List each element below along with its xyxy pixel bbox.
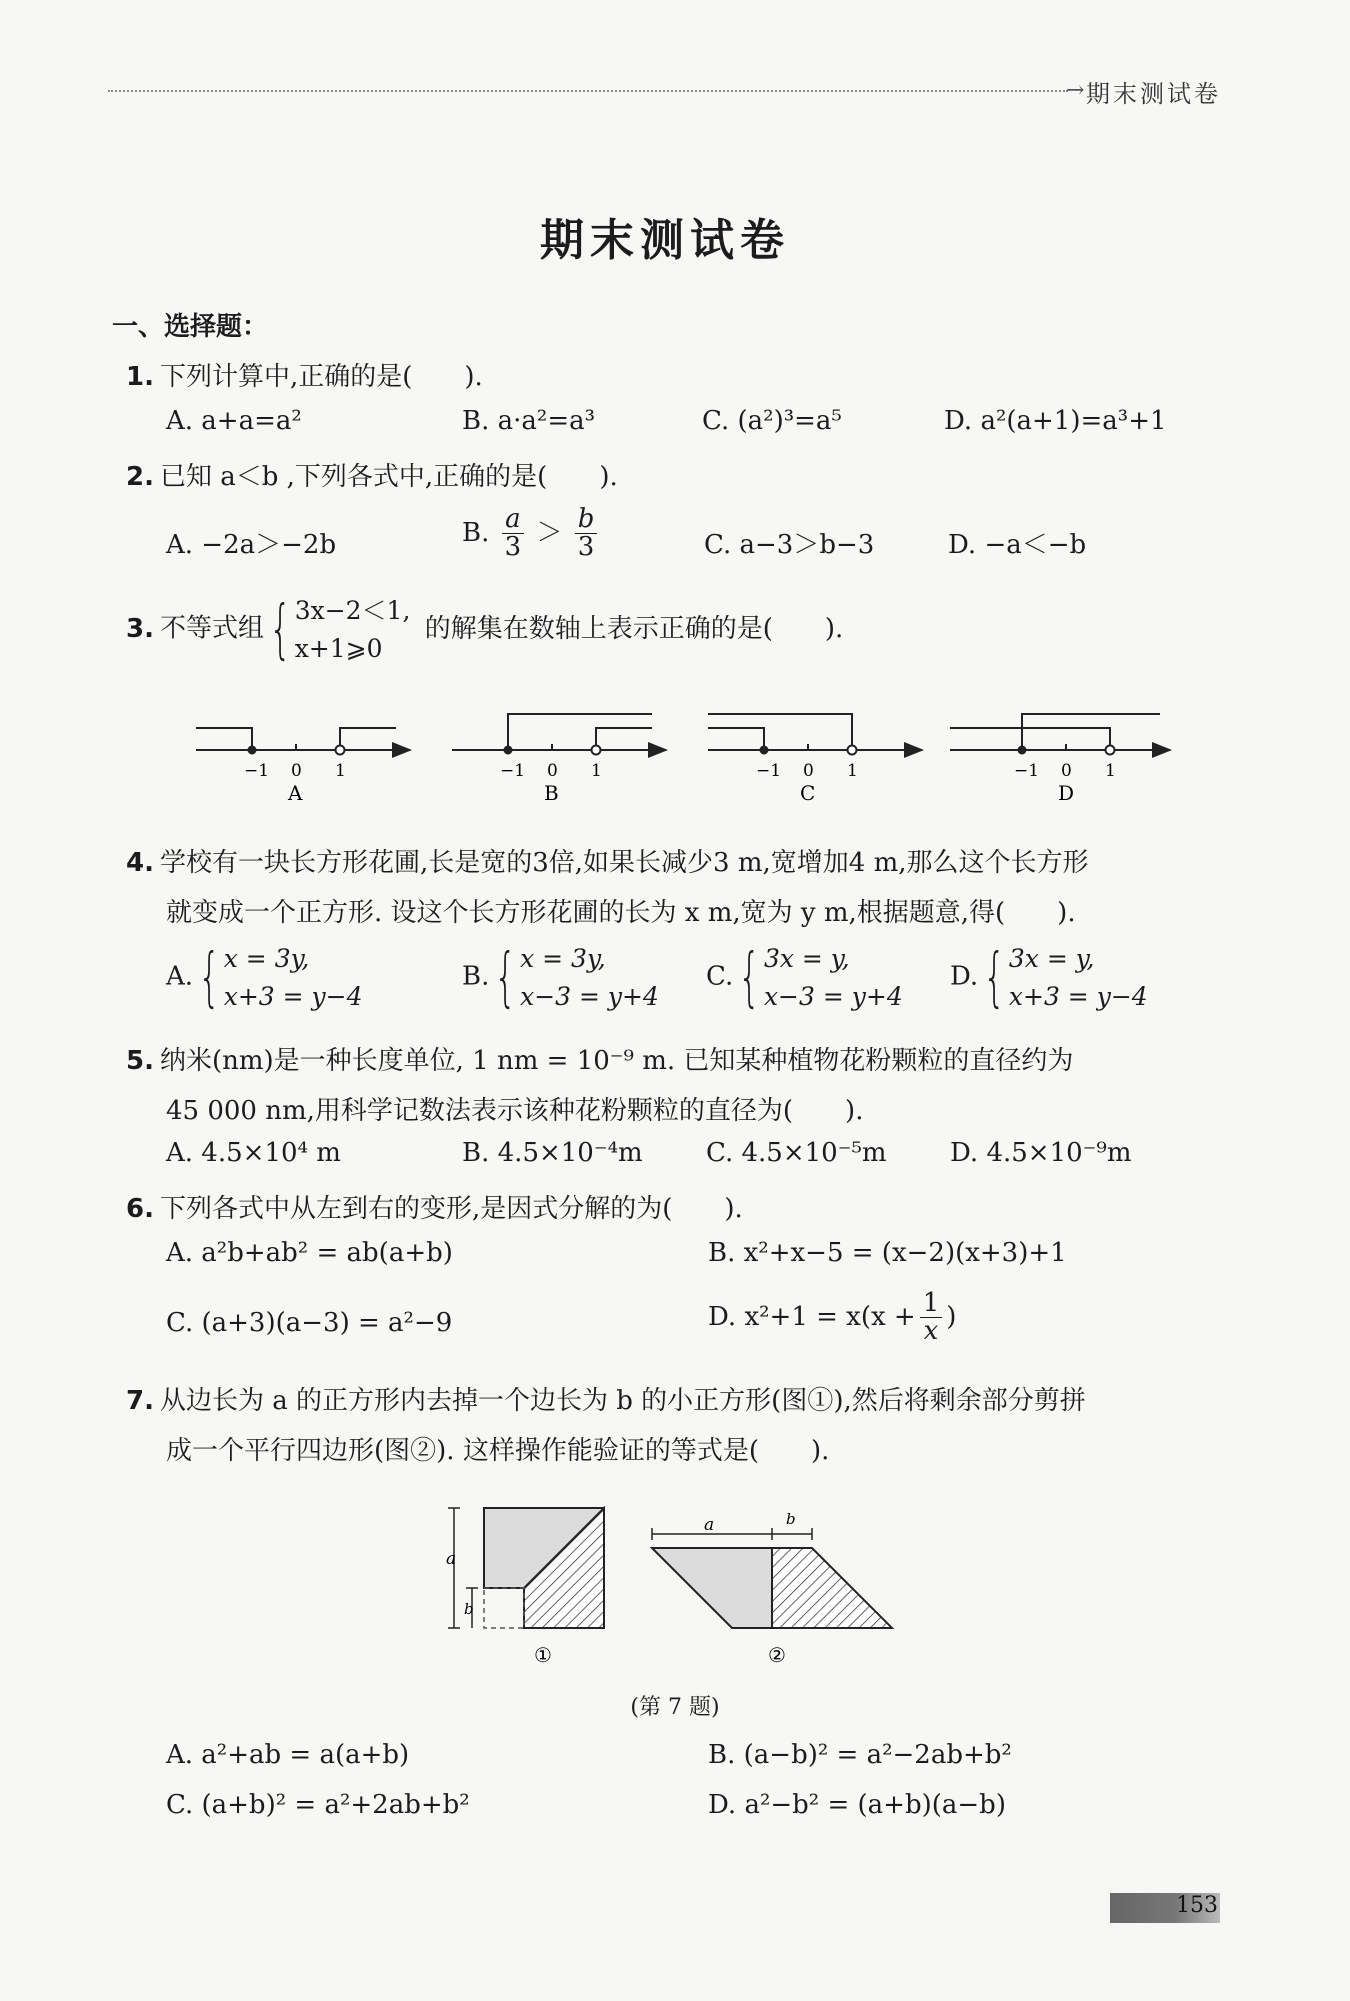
tick-label-1: 1 xyxy=(1105,761,1116,781)
question-4 xyxy=(126,842,1089,879)
greater-than: ＞ xyxy=(536,517,563,548)
figure-1-square xyxy=(446,1508,604,1667)
number-line-d xyxy=(950,714,1170,805)
question-4-line-2: 就变成一个正方形. 设这个长方形花圃的长为 x m,宽为 y m,根据题意,得( ). xyxy=(166,898,1076,928)
q1-option-a: A. a+a=a² xyxy=(166,406,302,436)
open-point xyxy=(1106,746,1115,755)
q4-option-c: C.{ 3x = y, x−3 = y+4 xyxy=(706,940,903,1015)
question-5-line-2: 45 000 nm,用科学记数法表示该种花粉颗粒的直径为( ). xyxy=(166,1096,864,1126)
tick-label-neg1: −1 xyxy=(500,761,526,781)
header-arrow-icon: → xyxy=(1066,78,1085,103)
question-7-line-2: 成一个平行四边形(图②). 这样操作能验证的等式是( ). xyxy=(166,1436,830,1466)
tick-label-0: 0 xyxy=(547,761,558,781)
question-6 xyxy=(126,1188,743,1225)
q6-option-c: C. (a+3)(a−3) = a²−9 xyxy=(166,1308,453,1338)
q7-option-d: D. a²−b² = (a+b)(a−b) xyxy=(708,1790,1006,1820)
q5-option-d: D. 4.5×10⁻⁹m xyxy=(950,1138,1132,1168)
question-number: 6. xyxy=(126,1194,154,1224)
question-stem: 下列各式中从左到右的变形,是因式分解的为( ). xyxy=(159,1194,743,1224)
question-number: 1. xyxy=(126,362,154,392)
q1-option-b: B. a·a²=a³ xyxy=(462,406,596,436)
section-heading: 一、选择题： xyxy=(112,312,269,342)
fraction-b-over-3: $\frac{b}{3}$ xyxy=(575,506,598,562)
closed-point xyxy=(760,746,769,755)
label-b: b xyxy=(786,1510,796,1528)
q7-figures xyxy=(440,1492,900,1672)
q6-option-b: B. x²+x−5 = (x−2)(x+3)+1 xyxy=(708,1238,1067,1268)
label-a: a xyxy=(446,1549,457,1569)
question-2 xyxy=(126,456,618,493)
q4-option-b: B.{ x = 3y, x−3 = y+4 xyxy=(462,940,659,1015)
q2-option-d: D. −a＜−b xyxy=(948,530,1087,560)
tick-label-0: 0 xyxy=(1061,761,1072,781)
tick-label-0: 0 xyxy=(803,761,814,781)
number-line-c xyxy=(708,714,922,805)
q2-option-a: A. −2a＞−2b xyxy=(166,530,337,560)
q2-option-b xyxy=(462,506,601,562)
q2-option-c: C. a−3＞b−3 xyxy=(704,530,875,560)
page-title: 期末测试卷 xyxy=(540,215,790,266)
question-number: 4. xyxy=(126,848,154,878)
question-number: 5. xyxy=(126,1046,154,1076)
question-number: 7. xyxy=(126,1386,154,1416)
figure-caption: (第 7 题) xyxy=(630,1695,720,1720)
q7-option-b: B. (a−b)² = a²−2ab+b² xyxy=(708,1740,1012,1770)
number-line-b xyxy=(452,714,666,805)
fraction-1-over-x: $\frac{1}{x}$ xyxy=(920,1290,943,1346)
q5-option-a: A. 4.5×10⁴ m xyxy=(166,1138,341,1168)
figure-2-parallelogram xyxy=(652,1510,892,1667)
q1-option-c: C. (a²)³=a⁵ xyxy=(702,406,842,436)
tick-label-0: 0 xyxy=(291,761,302,781)
brace-icon: { xyxy=(983,940,1006,1015)
caption-c: C xyxy=(800,781,816,805)
caption-b: B xyxy=(544,781,559,805)
question-suffix: 的解集在数轴上表示正确的是( ). xyxy=(424,613,844,644)
question-prefix: 不等式组 xyxy=(159,613,264,644)
q7-option-a: A. a²+ab = a(a+b) xyxy=(166,1740,410,1770)
tick-label-1: 1 xyxy=(335,761,346,781)
brace-icon: { xyxy=(738,940,761,1015)
brace-icon: { xyxy=(494,940,517,1015)
question-1 xyxy=(126,356,483,393)
question-number: 2. xyxy=(126,462,154,492)
open-point xyxy=(336,746,345,755)
tick-label-1: 1 xyxy=(591,761,602,781)
question-5 xyxy=(126,1040,1073,1077)
question-line-1: 学校有一块长方形花圃,长是宽的3倍,如果长减少3 m,宽增加4 m,那么这个长方形 xyxy=(159,848,1089,878)
caption-d: D xyxy=(1058,781,1075,805)
page-number: 153 xyxy=(1176,1893,1218,1918)
q5-option-c: C. 4.5×10⁻⁵m xyxy=(706,1138,887,1168)
number-line-a xyxy=(196,728,410,805)
figure-1-label: ① xyxy=(534,1643,552,1667)
figure-2-label: ② xyxy=(768,1643,786,1667)
tick-label-neg1: −1 xyxy=(1014,761,1040,781)
header-title: 期末测试卷 xyxy=(1086,80,1221,108)
q7-option-c: C. (a+b)² = a²+2ab+b² xyxy=(166,1790,470,1820)
q4-option-a: A.{ x = 3y, x+3 = y−4 xyxy=(166,940,363,1015)
open-point xyxy=(848,746,857,755)
closed-point xyxy=(248,746,257,755)
q6-option-d: D. x²+1 = x(x + $\frac{1}{x}$ ) xyxy=(708,1288,957,1347)
inequality-system: 3x−2＜1, x+1⩾0 xyxy=(294,596,411,663)
q1-option-d: D. a²(a+1)=a³+1 xyxy=(944,406,1167,436)
brace-icon: { xyxy=(198,940,221,1015)
question-7 xyxy=(126,1380,1086,1417)
question-stem: 已知 a＜b ,下列各式中,正确的是( ). xyxy=(159,462,618,492)
question-line-1: 纳米(nm)是一种长度单位, 1 nm = 10⁻⁹ m. 已知某种植物花粉颗粒的直径约为 xyxy=(159,1046,1074,1076)
label-b: b xyxy=(464,1600,474,1618)
brace-icon: { xyxy=(269,592,292,667)
fraction-a-over-3: $\frac{a}{3}$ xyxy=(502,506,525,562)
question-stem: 下列计算中,正确的是( ). xyxy=(159,362,483,392)
tick-label-1: 1 xyxy=(847,761,858,781)
label-a: a xyxy=(704,1515,715,1535)
question-number: 3. xyxy=(126,613,154,644)
option-label: B. xyxy=(462,517,490,548)
number-line-figures xyxy=(180,700,1200,810)
q5-option-b: B. 4.5×10⁻⁴m xyxy=(462,1138,643,1168)
tick-label-neg1: −1 xyxy=(756,761,782,781)
q6-option-a: A. a²b+ab² = ab(a+b) xyxy=(166,1238,453,1268)
question-line-1: 从边长为 a 的正方形内去掉一个边长为 b 的小正方形(图①),然后将剩余部分剪拼 xyxy=(159,1386,1086,1416)
q4-option-d: D.{ 3x = y, x+3 = y−4 xyxy=(950,940,1148,1015)
closed-point xyxy=(504,746,513,755)
tick-label-neg1: −1 xyxy=(244,761,270,781)
open-point xyxy=(592,746,601,755)
closed-point xyxy=(1018,746,1027,755)
question-3 xyxy=(126,592,843,667)
caption-a: A xyxy=(288,781,303,805)
header-rule xyxy=(108,90,1068,92)
